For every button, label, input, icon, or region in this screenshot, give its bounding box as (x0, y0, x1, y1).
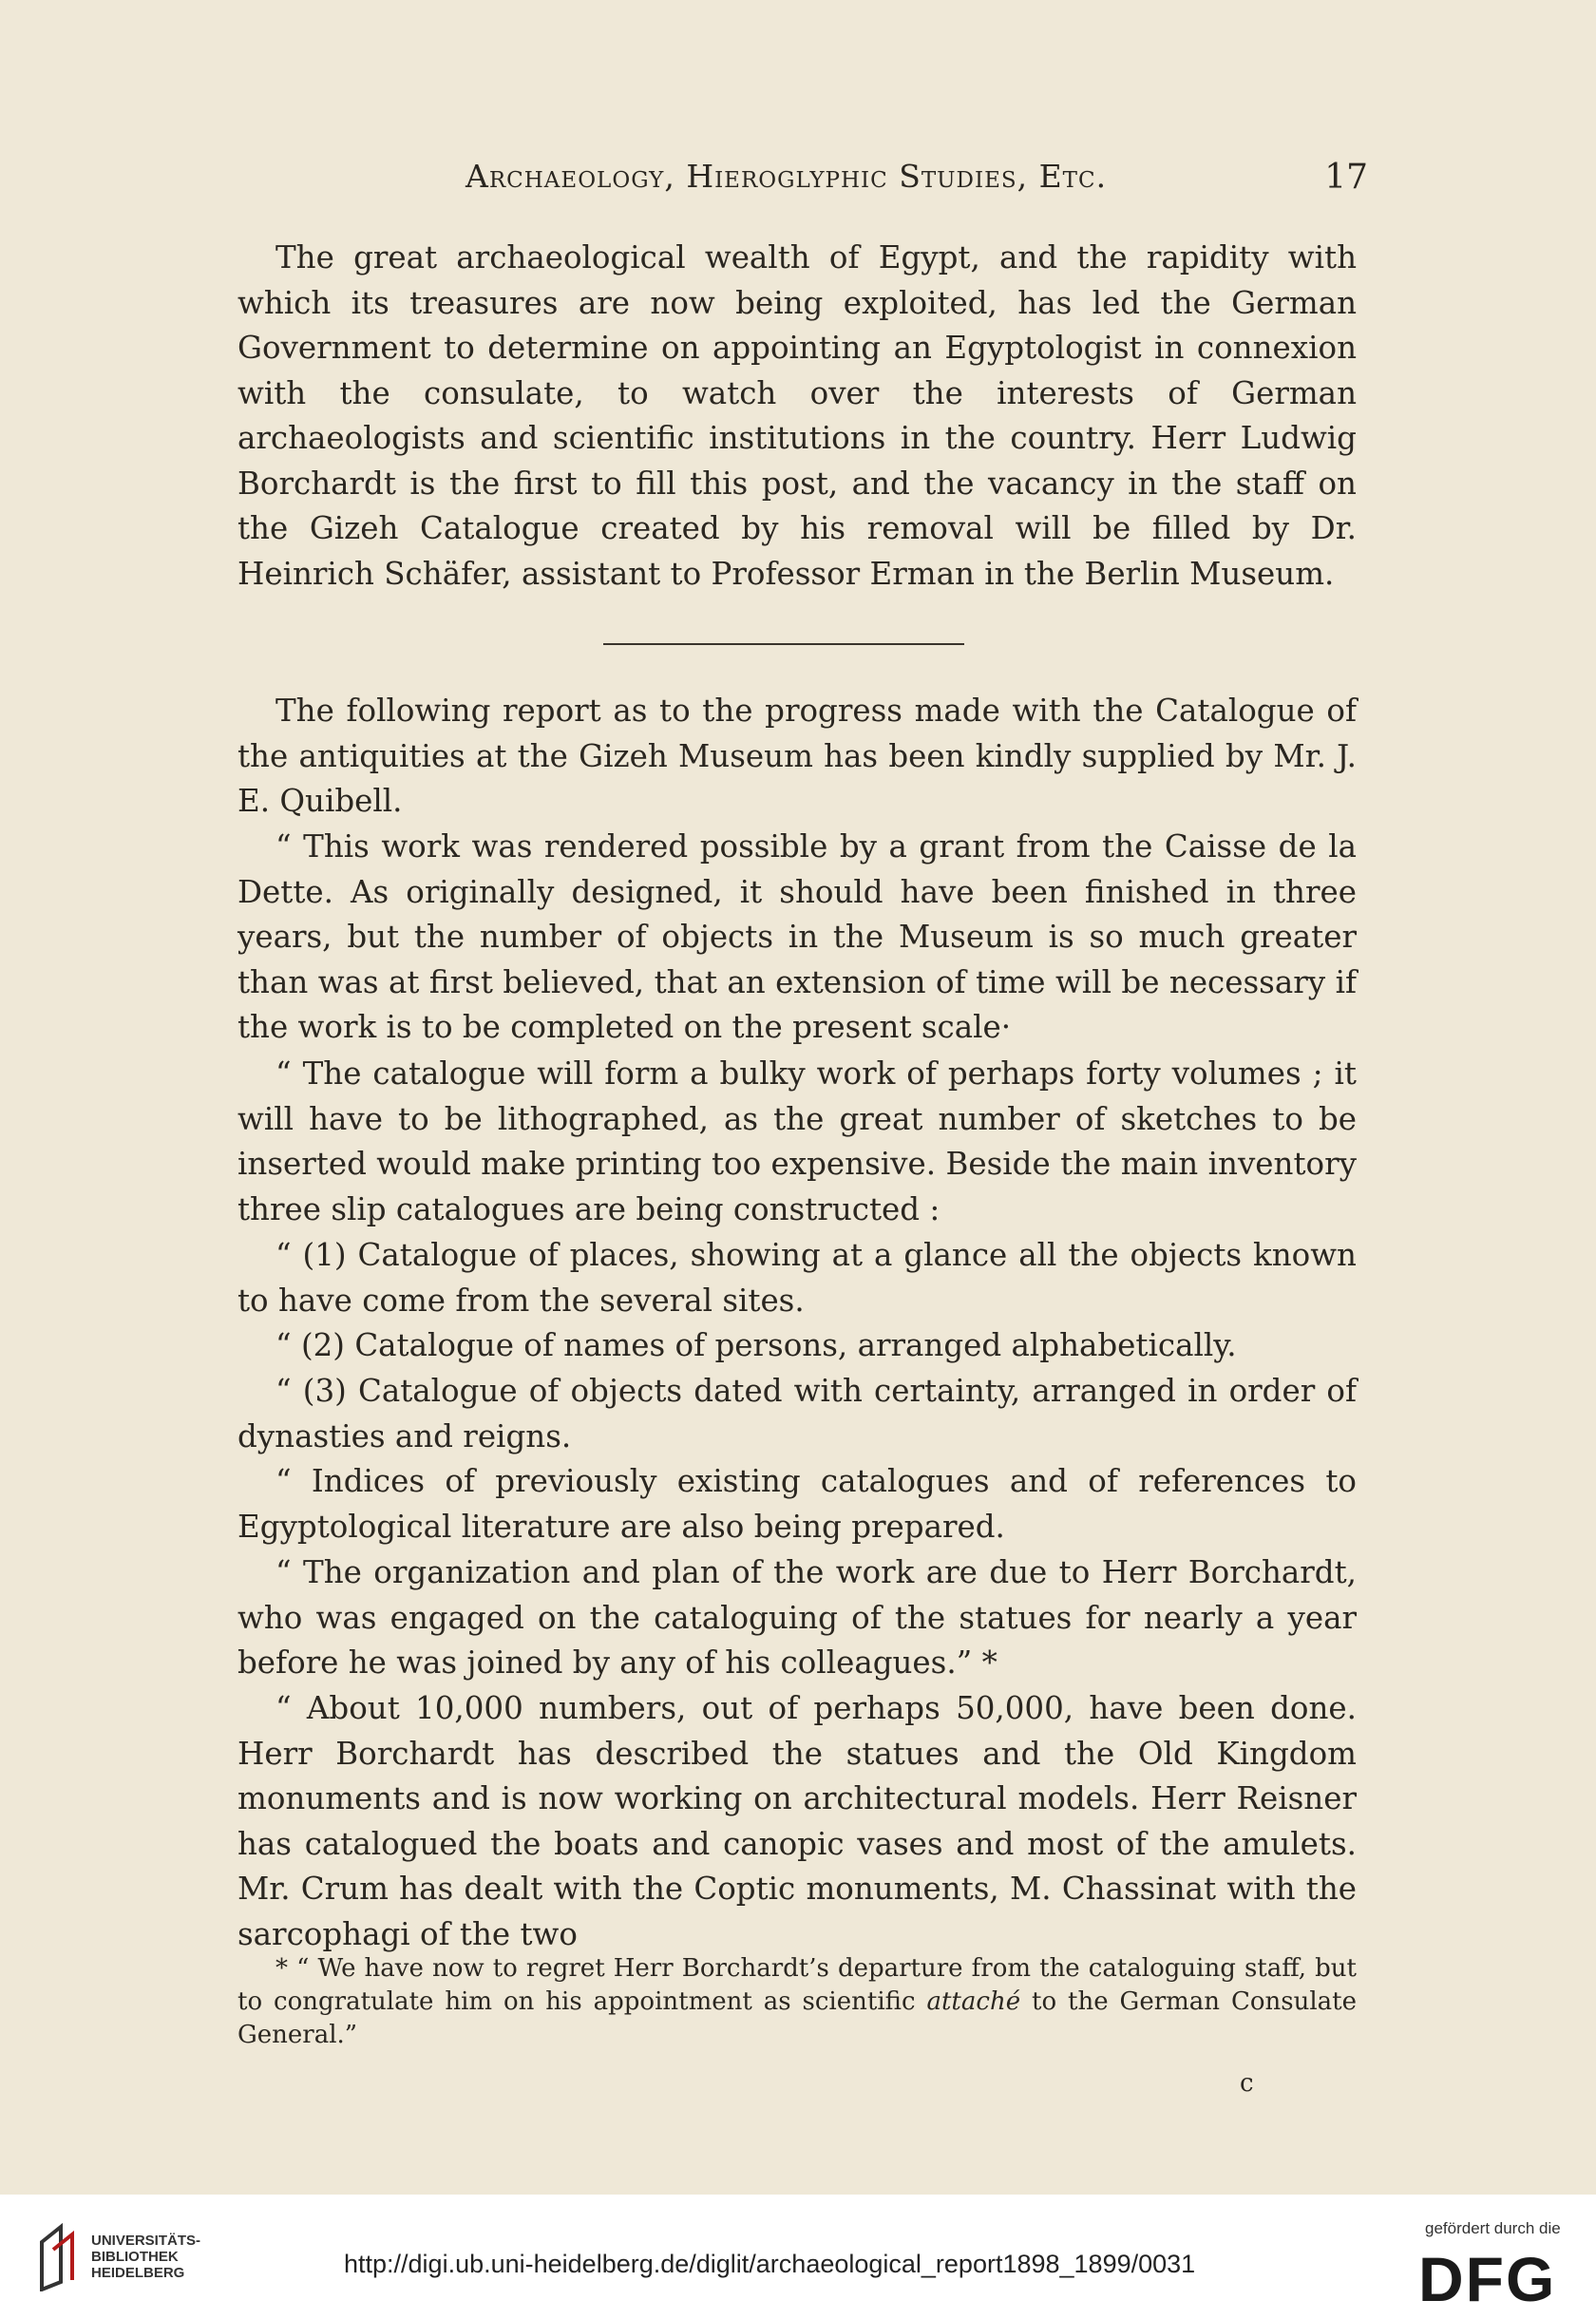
footer-bar (0, 2195, 1596, 2319)
funder-caption: gefördert durch die (1425, 2219, 1561, 2237)
footnote-text-end: to the German Consulate General.” (238, 1987, 1357, 2049)
paragraph-consulate: The great archaeological wealth of Egypt, and the rapidity with which its treasures are now being exploited, has led the German Government to determine on appointing an Egyptologist in connexion with the consulate, to watch over the interests of German archaeologists and scientific institutions in the country. Herr Ludwig Borchardt is the first to fill this post, and the vacancy in the staff on the Gizeh Catalogue created by his removal will be filled by Dr. Heinrich Schäfer, assistant to Professor Erman in the Berlin Museum. (238, 239, 1357, 592)
running-header (238, 158, 1368, 207)
signature-mark: c (1240, 2069, 1254, 2098)
paragraph-catalogue-names: “ (2) Catalogue of names of persons, arranged alphabetically. (276, 1327, 1237, 1363)
library-name: UNIVERSITÄTS- BIBLIOTHEK HEIDELBERG (91, 2233, 201, 2281)
dfg-logo: DFG (1418, 2244, 1557, 2314)
paragraph-report-intro: The following report as to the progress made with the Catalogue of the antiquities at the Gizeh Museum has been kindly supplied by Mr. J. E. Quibell. (238, 693, 1357, 819)
paragraph-volumes: “ The catalogue will form a bulky work of perhaps forty volumes ; it will have to be lithographed, as the great number of sketches to be inserted would make printing too expensive. Beside the main inventory three slip catalogues are being constructed : (238, 1055, 1357, 1227)
footnote-italic: attaché (926, 1987, 1021, 2016)
paragraph-catalogue-dated: “ (3) Catalogue of objects dated with certainty, arranged in order of dynasties and reigns. (238, 1373, 1357, 1454)
page-number: 17 (1324, 158, 1368, 197)
paragraph-organization: “ The organization and plan of the work are due to Herr Borchardt, who was engaged on the cataloguing of the statues for nearly a year before he was joined by any of his colleagues.” * (238, 1554, 1357, 1681)
permalink[interactable]: http://digi.ub.uni-heidelberg.de/diglit/archaeological_report1898_1899/0031 (344, 2250, 1196, 2278)
paragraph-progress: “ About 10,000 numbers, out of perhaps 50,000, have been done. Herr Borchardt has described the statues and the Old Kingdom monuments and is now working on architectural models. Herr Reisner has catalogued the boats and canopic vases and most of the amulets. Mr. Crum has dealt with the Coptic monuments, M. Chassinat with the sarcophagi of the two (238, 1690, 1357, 1952)
section-divider (603, 643, 964, 645)
library-logo-icon (36, 2221, 93, 2291)
paragraph-indices: “ Indices of previously existing catalogues and of references to Egyptological literature are also being prepared. (238, 1463, 1357, 1545)
footnote (238, 1952, 1357, 2052)
footnote-text: * “ We have now to regret Herr Borchardt’s departure from the cataloguing staff, but to congratulate him on his appointment as scientific (238, 1954, 1357, 2016)
running-title: Archaeology, Hieroglyphic Studies, Etc. (466, 158, 1108, 195)
paragraph-grant: “ This work was rendered possible by a grant from the Caisse de la Dette. As originally designed, it should have been finished in three years, but the number of objects in the Museum is so much greater than was at first believed, that an extension of time will be necessary if the work is to be completed on the present scale· (238, 828, 1357, 1045)
paragraph-catalogue-places: “ (1) Catalogue of places, showing at a glance all the objects known to have come from the several sites. (238, 1237, 1357, 1319)
